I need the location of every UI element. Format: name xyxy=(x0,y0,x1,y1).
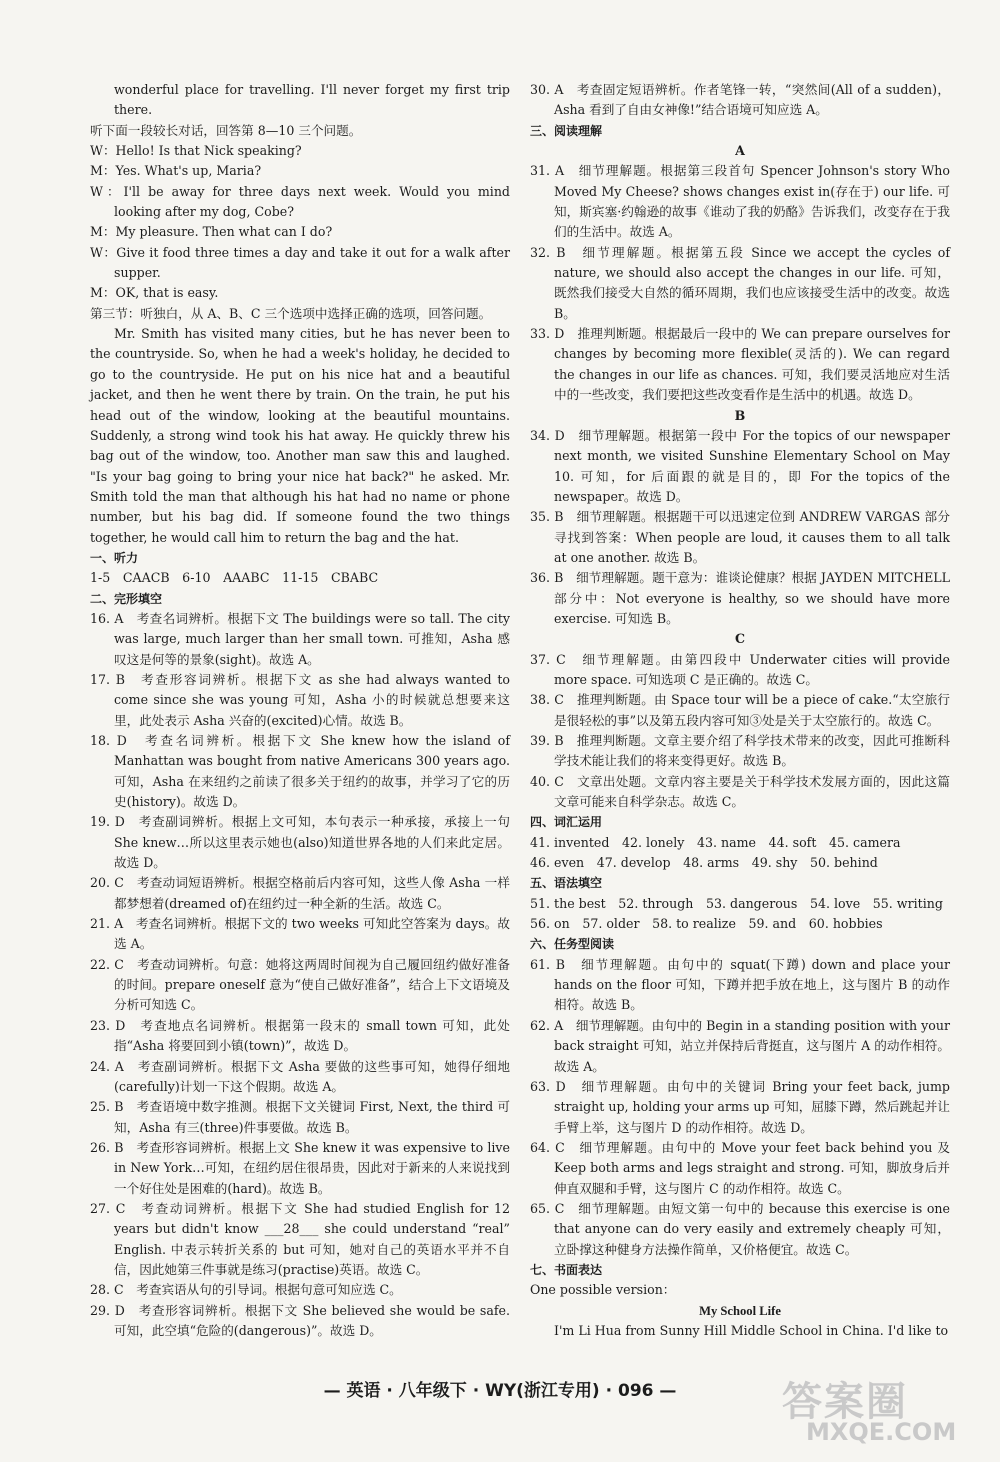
text-block: 第三节：听独白，从 A、B、C 三个选项中选择正确的选项，回答问题。 xyxy=(90,305,492,321)
text-block: M：OK, that is easy. xyxy=(90,285,219,301)
text-block: 24. A 考查副词辨析。根据下文 Asha 要做的这些事可知，她得仔细地(carefully)计划一下这个假期。故选 A。 xyxy=(90,1058,510,1094)
text-block: 32. B 细节理解题。根据第五段 Since we accept the cycles of nature, we should also accept the changes in our life. 可知，既然我们接受大自然的循环周期，我们也应该接受生活中的改变。故选 B。 xyxy=(530,244,950,321)
text-block: 1-5 CAACB 6-10 AAABC 11-15 CBABC xyxy=(90,570,379,586)
text-block: 听下面一段较长对话，回答第 8—10 三个问题。 xyxy=(90,122,362,138)
text-block: 25. B 考查语境中数字推测。根据下文关键词 First, Next, the third 可知，Asha 有三(three)件事要做。故选 B。 xyxy=(90,1099,510,1135)
text-block: 41. invented 42. lonely 43. name 44. soft 45. camera xyxy=(530,834,901,850)
text-block: 34. D 细节理解题。根据第一段中 For the topics of our newspaper next month, we visited Sunshine Elementary School on May 10. 可知，for 后面跟的就是目的，即 For the topics of the newspaper。故选 D。 xyxy=(530,427,950,504)
section-heading: 七、书面表达 xyxy=(530,1262,603,1277)
watermark-site: MXQE.COM xyxy=(806,1418,957,1446)
text-block: 40. C 文章出处题。文章内容主要是关于科学技术发展方面的，因此这篇文章可能来自科学杂志。故选 C。 xyxy=(530,773,950,810)
text-block: 65. C 细节理解题。由短文第一句中的 because this exercise is one that anyone can do very easily and extremely cheaply 可知，立卧撑这种健身方法操作简单，又价格便宜。故选 C。 xyxy=(530,1200,950,1257)
section-heading: 三、阅读理解 xyxy=(530,123,603,138)
page-footer: — 英语 · 八年级下 · WY(浙江专用) · 096 — xyxy=(323,1381,677,1401)
text-block: 31. A 细节理解题。根据第三段首句 Spencer Johnson's story Who Moved My Cheese? shows changes exist in(存在于) our life. 可知，斯宾塞·约翰逊的故事《谁动了我的奶酪》告诉我们，改变存在于我们的生活中。故选 A。 xyxy=(530,163,950,240)
text-block: 20. C 考查动词短语辨析。根据空格前后内容可知，这些人像 Asha 一样都梦想着(dreamed of)在纽约过一种全新的生活。故选 C。 xyxy=(90,875,510,911)
text-block: W：Hello! Is that Nick speaking? xyxy=(90,143,302,159)
right-column xyxy=(530,80,950,1341)
text-block: I'm Li Hua from Sunny Hill Middle School in China. I'd like to xyxy=(554,1322,949,1338)
text-block: 36. B 细节理解题。题干意为：谁谈论健康？根据 JAYDEN MITCHELL 部分中：Not everyone is healthy, so we should have more exercise. 可知选 B。 xyxy=(530,570,950,626)
text-block: 56. on 57. older 58. to realize 59. and 60. hobbies xyxy=(530,916,883,932)
watermark-text: 答案圈 xyxy=(782,1379,908,1425)
text-block: 30. A 考查固定短语辨析。作者笔锋一转，“突然间(All of a sudden)，Asha 看到了自由女神像!”结合语境可知应选 A。 xyxy=(530,82,950,118)
text-block: 64. C 细节理解题。由句中的 Move your feet back behind you 及 Keep both arms and legs straight and strong. 可知，脚放身后并伸直双腿和手臂，这与图片 C 的动作相符。故选 C。 xyxy=(530,1139,950,1196)
text-block: 62. A 细节理解题。由句中的 Begin in a standing position with your back straight 可知，站立并保持后背挺直，这与图片 A 的动作相符。故选 A。 xyxy=(530,1017,950,1074)
text-block: 33. D 推理判断题。根据最后一段中的 We can prepare ourselves for changes by becoming more flexible(灵活的). We can regard the changes in our life as chances. 可知，我们要灵活地应对生活中的一些改变，我们要把这些改变看作是生活中的机遇。故选 D。 xyxy=(530,326,950,403)
text-block: 37. C 细节理解题。由第四段中 Underwater cities will provide more space. 可知选项 C 是正确的。故选 C。 xyxy=(530,651,950,687)
text-block: 61. B 细节理解题。由句中的 squat(下蹲) down and place your hands on the floor 可知，下蹲并把手放在地上，这与图片 B 的动作相符。故选 B。 xyxy=(530,956,950,1013)
section-heading: 一、听力 xyxy=(90,550,139,565)
section-heading: 六、任务型阅读 xyxy=(530,937,615,952)
text-block: W：Give it food three times a day and take it out for a walk after supper. xyxy=(90,244,510,281)
text-block: 21. A 考查名词辨析。根据下文的 two weeks 可知此空答案为 days。故选 A。 xyxy=(90,916,510,952)
text-block: 35. B 细节理解题。根据题干可以迅速定位到 ANDREW VARGAS 部分寻找到答案：When people are loud, it causes them to all talk at one another. 故选 B。 xyxy=(530,509,950,565)
text-block: 63. D 细节理解题。由句中的关键词 Bring your feet back, jump straight up, holding your arms up 可知，屈膝下蹲，然后跳起并让手臂上举，这与图片 D 的动作相符。故选 D。 xyxy=(530,1078,950,1135)
text-block: 46. even 47. develop 48. arms 49. shy 50. behind xyxy=(530,855,878,871)
text-block: 19. D 考查副词辨析。根据上文可知，本句表示一种承接，承接上一句 She knew…所以这里表示她也(also)知道世界各地的人们来此定居。故选 D。 xyxy=(90,814,510,871)
left-column xyxy=(90,80,510,1341)
watermark-logo xyxy=(772,1370,982,1454)
text-block: W：I'll be away for three days next week. Would you mind looking after my dog, Cobe? xyxy=(90,183,510,220)
text-block: 18. D 考查名词辨析。根据下文 She knew how the island of Manhattan was bought from native Americans 300 years ago. 可知，Asha 在来纽约之前读了很多关于纽约的故事，并学习了它的历史(history)。故选 D。 xyxy=(90,733,510,810)
text-block: 17. B 考查形容词辨析。根据下文 as she had always wanted to come since she was young 可知，Asha 小的时候就总想要来这里，此处表示 Asha 兴奋的(excited)心情。故选 B。 xyxy=(90,671,510,728)
text-block: 28. C 考查宾语从句的引导词。根据句意可知应选 C。 xyxy=(90,1282,402,1298)
text-block: 26. B 考查形容词辨析。根据上文 She knew it was expensive to live in New York…可知，在纽约居住很昂贵，因此对于新来的人来说找到一个好住处是困难的(hard)。故选 B。 xyxy=(90,1139,510,1196)
text-block: My School Life xyxy=(699,1303,781,1318)
passage-label: B xyxy=(734,407,746,423)
section-heading: 四、词汇运用 xyxy=(530,815,603,830)
text-block: M：Yes. What's up, Maria? xyxy=(90,163,262,179)
section-heading: 二、完形填空 xyxy=(90,591,163,606)
text-block: M：My pleasure. Then what can I do? xyxy=(90,224,333,240)
text-block: Mr. Smith has visited many cities, but he has never been to the countryside. So, when he had a week's holiday, he decided to go to the countryside. He put on his nice hat and a beautiful jacket, and then he went there by train. On the train, he put his head out of the window, looking at the beautiful mountains. Suddenly, a strong wind took his hat away. He quickly threw his bag out of the window, too. Another man saw this and laughed. "Is your bag going to bring your nice hat back?" he asked. Mr. Smith told the man that although his hat had no name or phone number, but his bag did. If someone found the two things together, he would call him to return the bag and the hat. xyxy=(90,326,510,545)
text-block: 39. B 推理判断题。文章主要介绍了科学技术带来的改变，因此可推断科学技术能让我们的将来变得更好。故选 B。 xyxy=(530,733,950,769)
passage-label: C xyxy=(734,631,746,647)
text-block: 51. the best 52. through 53. dangerous 54. love 55. writing xyxy=(530,895,943,911)
text-block: 16. A 考查名词辨析。根据下文 The buildings were so tall. The city was large, much larger than her small town. 可推知，Asha 感叹这是何等的景象(sight)。故选 A。 xyxy=(90,610,510,667)
text-block: 22. C 考查动词辨析。句意：她将这两周时间视为自己履回纽约做好准备的时间。prepare oneself 意为“使自己做好准备”，结合上下文语境及分析可知选 C。 xyxy=(90,956,510,1013)
text-block: 23. D 考查地点名词辨析。根据第一段末的 small town 可知，此处指“Asha 将要回到小镇(town)”，故选 D。 xyxy=(90,1017,510,1054)
text-block: wonderful place for travelling. I'll never forget my first trip there. xyxy=(114,82,510,118)
section-heading: 五、语法填空 xyxy=(530,876,603,891)
text-block: 27. C 考查动词辨析。根据下文 She had studied English for 12 years but didn't know ___28___ she could understand “real” English. 中表示转折关系的 but 可知，她对自己的英语水平并不自信，因此她第三件事就是练习(practise)英语。故选 C。 xyxy=(90,1200,510,1277)
text-block: One possible version： xyxy=(530,1282,676,1298)
text-block: 29. D 考查形容词辨析。根据下文 She believed she would be safe. 可知，此空填“危险的(dangerous)”。故选 D。 xyxy=(90,1302,510,1338)
passage-label: A xyxy=(735,143,745,159)
text-block: 38. C 推理判断题。由 Space tour will be a piece of cake.“太空旅行是很轻松的事”以及第五段内容可知③处是关于太空旅行的。故选 C。 xyxy=(530,692,950,728)
